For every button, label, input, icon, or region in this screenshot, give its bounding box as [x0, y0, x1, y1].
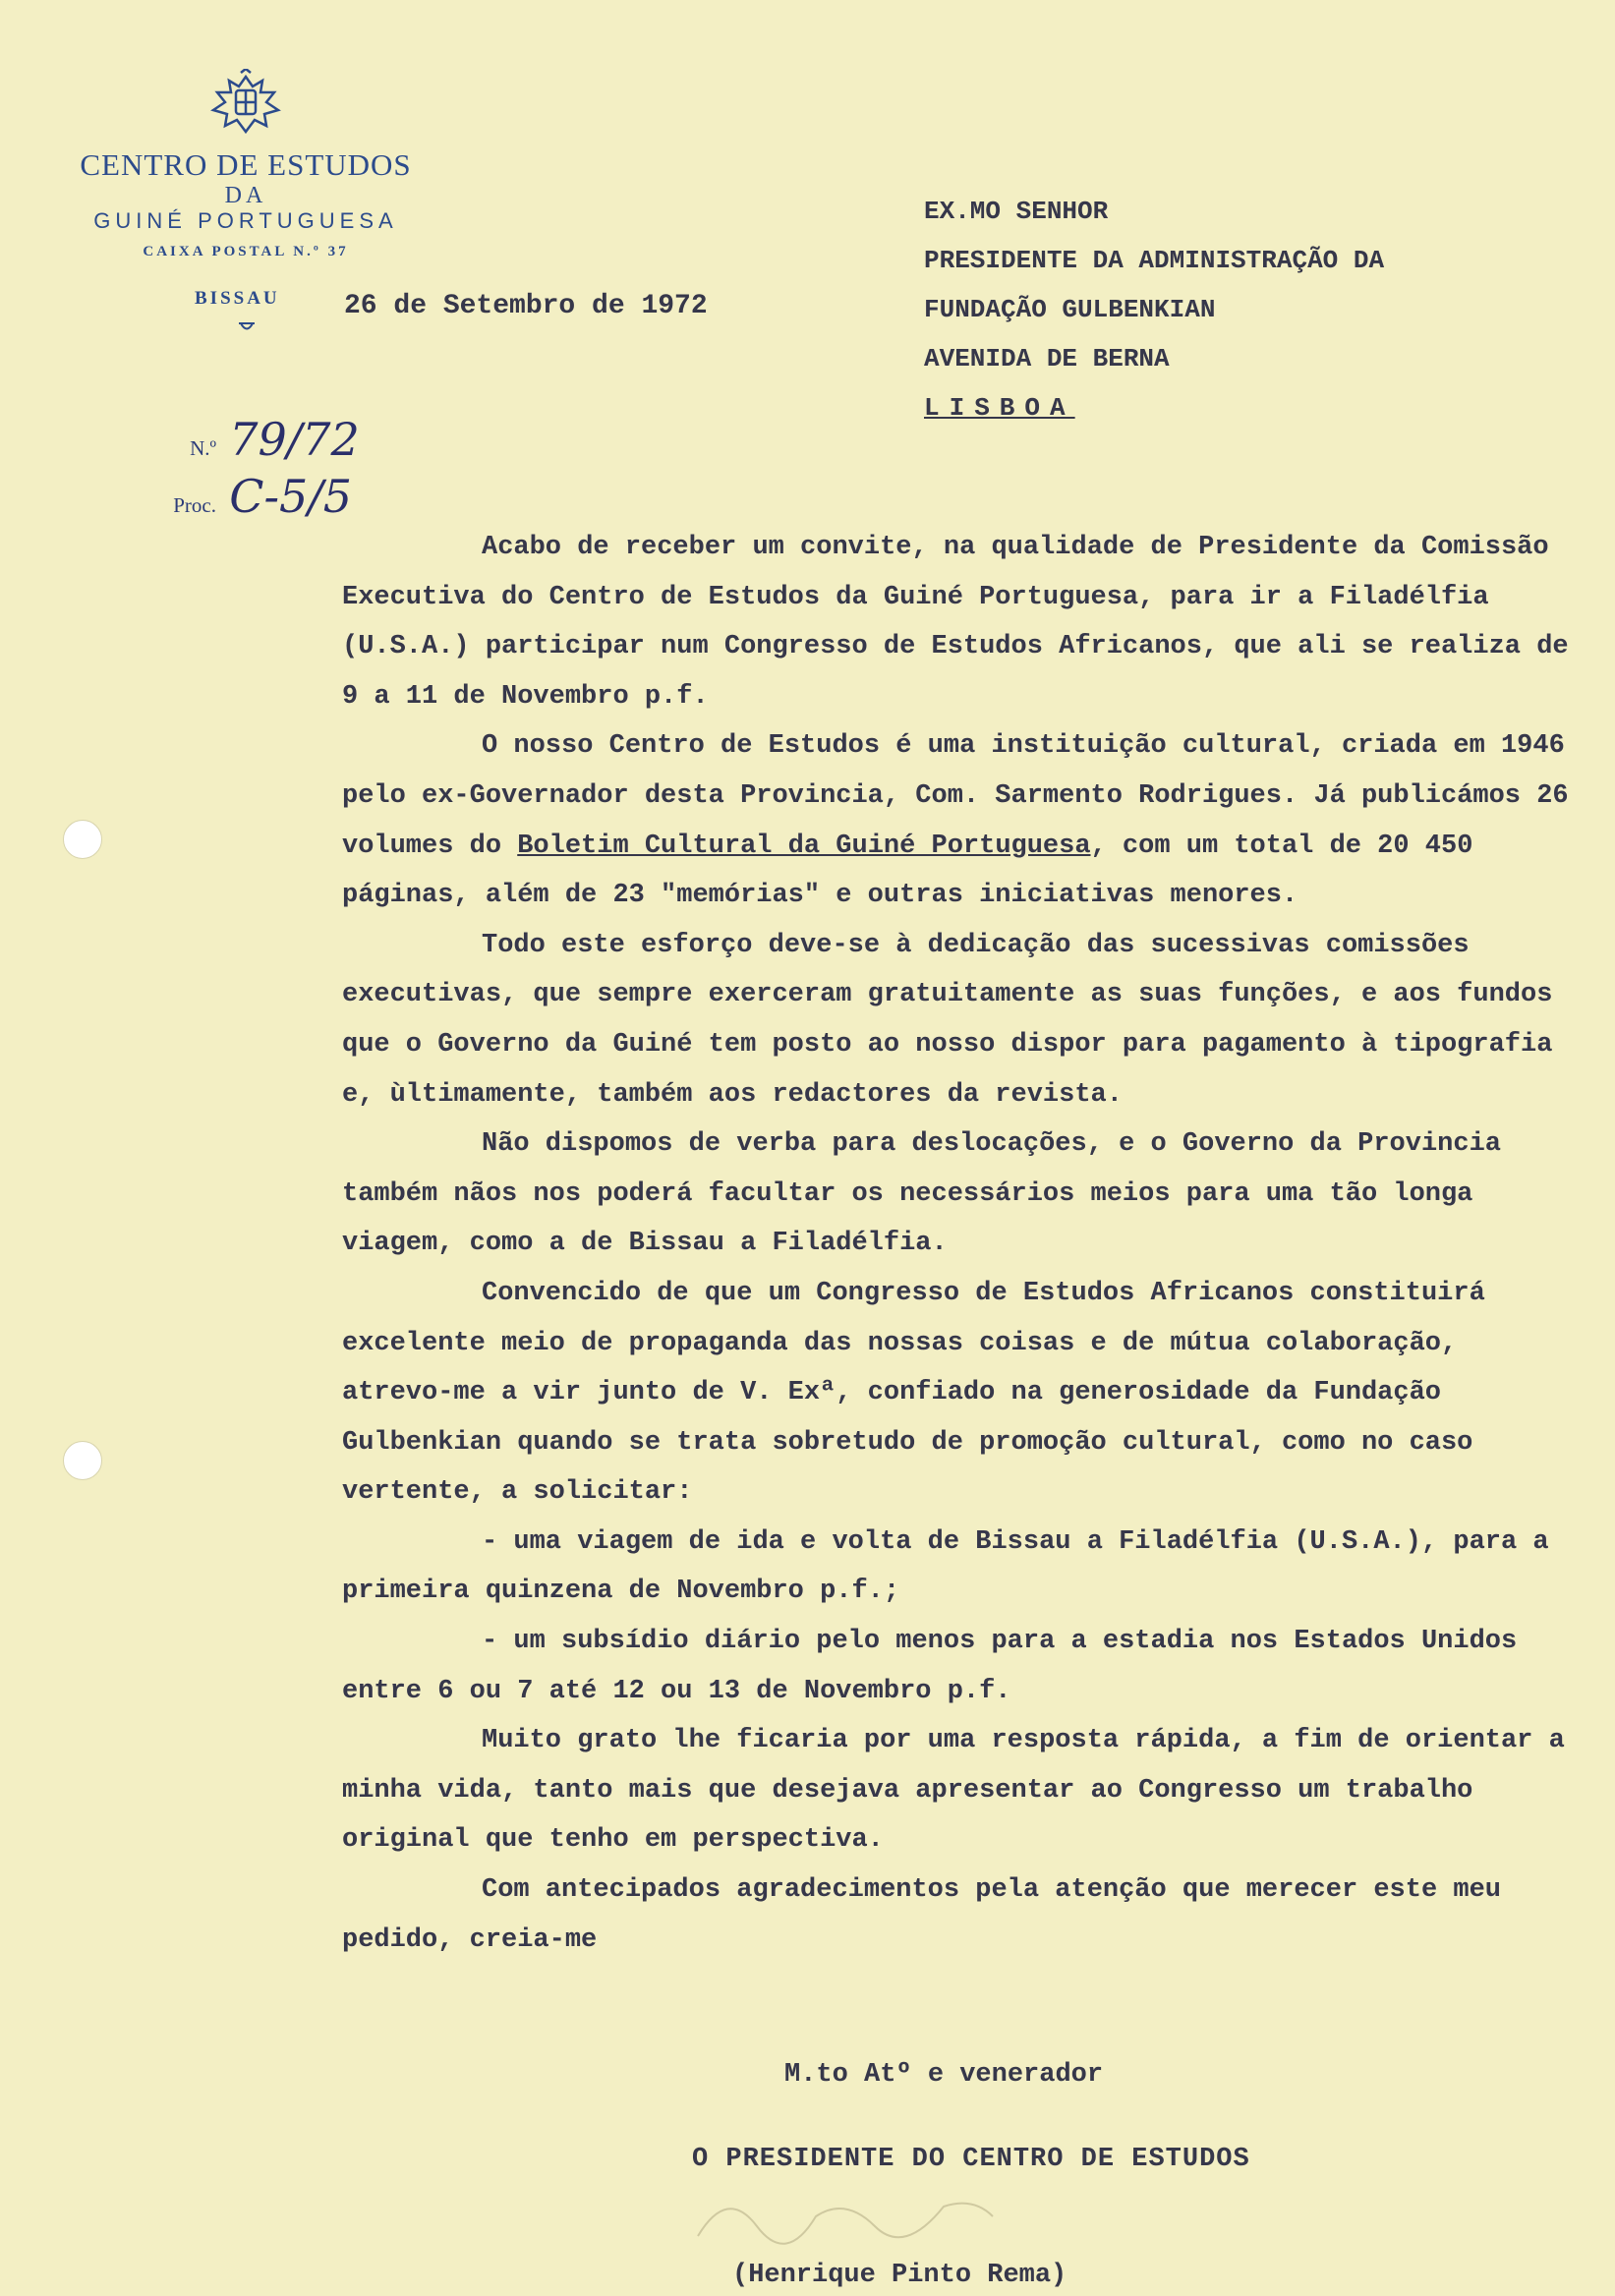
punch-hole-top — [63, 820, 102, 859]
paragraph-invitation: Acabo de receber um convite, na qualidade de Presidente da Comissão Executiva do Centro de Estudos da Guiné Portuguesa, para ir a Filadélfia (U.S.A.) participar num Congresso de Estudos Africanos, que ali se realiza de 9 a 11 de Novembro p.f. — [342, 533, 1569, 712]
addressee-line-4: AVENIDA DE BERNA — [924, 344, 1170, 373]
postal-box: CAIXA POSTAL N.º 37 — [143, 244, 349, 259]
process-number-handwritten: C-5/5 — [229, 470, 353, 523]
signatory-name: (Henrique Pinto Rema) — [732, 2261, 1067, 2290]
paragraph-request: Convencido de que um Congresso de Estudos Africanos constituirá excelente meio de propaganda das nossas coisas e de mútua colaboração, atrevo-me a vir junto de V. Exª, confiado na generosidade da Fundação Gulbenkian quando se trata sobretudo de promoção cultural, como no caso vertente, a solicitar: — [342, 1278, 1485, 1508]
addressee-line-2: PRESIDENTE DA ADMINISTRAÇÃO DA — [924, 246, 1385, 275]
paragraph-centre-history-b: , com um total de 20 450 páginas, além de 23 "memórias" e outras iniciativas menores. — [342, 831, 1473, 911]
small-seal-icon — [237, 320, 257, 334]
org-name-da: DA — [224, 183, 267, 208]
registry-number-label: N.º — [190, 436, 216, 460]
paragraph-centre-history-a: O nosso Centro de Estudos é uma instituição cultural, criada em 1946 pelo ex-Governador desta Provincia, Com. Sarmento Rodrigues. Já publicámos 26 volumes do — [342, 731, 1569, 861]
addressee-block — [924, 187, 1384, 432]
registry-number-handwritten: 79/72 — [229, 413, 360, 466]
registry-stamp — [157, 413, 360, 527]
org-name: CENTRO DE ESTUDOS — [80, 147, 412, 182]
paragraph-centre-history — [342, 721, 1581, 920]
closing-salutation: M.to Atº e venerador — [784, 2060, 1104, 2090]
request-item-trip: - uma viagem de ida e volta de Bissau a Filadélfia (U.S.A.), para a primeira quinzena de Novembro p.f.; — [342, 1526, 1549, 1607]
addressee-line-3: FUNDAÇÃO GULBENKIAN — [924, 295, 1216, 324]
letter-date: 26 de Setembro de 1972 — [344, 291, 708, 321]
crest-emblem-icon — [202, 69, 290, 140]
paragraph-effort: Todo este esforço deve-se à dedicação das sucessivas comissões executivas, que sempre exerceram gratuitamente as suas funções, e aos fundos que o Governo da Guiné tem posto ao nosso dispor para pagamento à tipografia e, ùltimamente, também aos redactores da revista. — [342, 930, 1553, 1110]
punch-hole-bottom — [63, 1441, 102, 1480]
org-guine-portuguesa: GUINÉ PORTUGUESA — [93, 208, 398, 233]
boletim-title: Boletim Cultural da Guiné Portuguesa — [517, 831, 1091, 861]
paragraph-thanks: Com antecipados agradecimentos pela atenção que merecer este meu pedido, creia-me — [342, 1875, 1501, 1955]
letterhead — [59, 69, 433, 260]
process-label: Proc. — [173, 493, 216, 517]
signature-scrawl — [688, 2177, 1003, 2256]
signatory-title: O PRESIDENTE DO CENTRO DE ESTUDOS — [692, 2145, 1250, 2174]
letter-body — [342, 523, 1581, 1965]
paragraph-funding: Não dispomos de verba para deslocações, e o Governo da Provincia também nãos nos poderá facultar os necessários meios para uma tão longa viagem, como a de Bissau a Filadélfia. — [342, 1129, 1501, 1259]
addressee-line-1: EX.MO SENHOR — [924, 197, 1109, 226]
request-item-subsidy: - um subsídio diário pelo menos para a estadia nos Estados Unidos entre 6 ou 7 até 12 ou 13 de Novembro p.f. — [342, 1627, 1518, 1706]
paragraph-response: Muito grato lhe ficaria por uma resposta rápida, a fim de orientar a minha vida, tanto mais que desejava apresentar ao Congresso um trabalho original que tenho em perspectiva. — [342, 1726, 1565, 1856]
letterhead-city: BISSAU — [195, 288, 280, 309]
addressee-city: LISBOA — [924, 393, 1075, 423]
